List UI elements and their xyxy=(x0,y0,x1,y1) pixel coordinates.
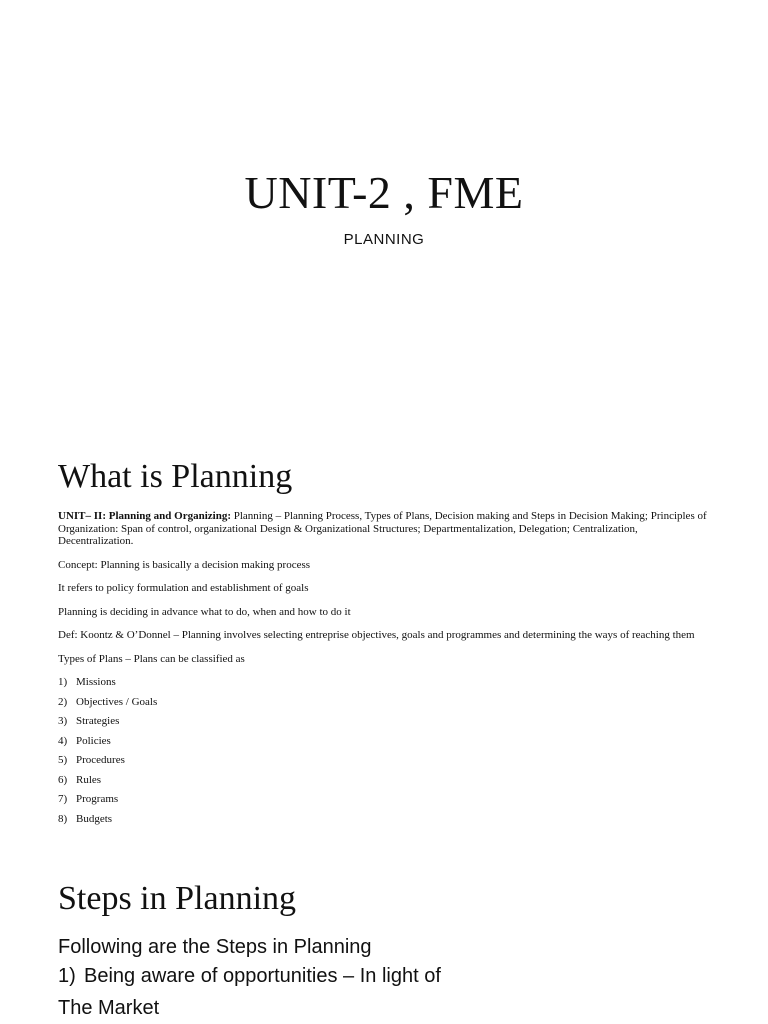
list-item-label: Policies xyxy=(76,734,111,747)
step-label: Being aware of opportunities – In light of xyxy=(84,965,441,987)
step-number: 1) xyxy=(58,965,76,987)
deciding-line: Planning is deciding in advance what to do, when and how to do it xyxy=(58,605,351,618)
steps-intro: Following are the Steps in Planning xyxy=(58,936,372,958)
list-item-number: 8) xyxy=(58,812,68,825)
list-item xyxy=(58,774,708,787)
list-item-label: Budgets xyxy=(76,812,113,825)
steps-in-planning-section xyxy=(58,878,708,1024)
plan-types-list xyxy=(58,676,708,825)
title-slide xyxy=(0,0,768,420)
unit-text: Planning – Planning Process, Types of Plans, Decision making and Steps in Decision Making; Principles of Organization: Span of control, organizational Design & Organizational Structures; Departmentalization, Delegation; Centralization, Decentralization. xyxy=(58,510,707,547)
list-item-number: 4) xyxy=(58,734,68,747)
section-heading: Steps in Planning xyxy=(58,880,297,917)
concept-line: Concept: Planning is basically a decision making process xyxy=(58,558,311,571)
page-subtitle: PLANNING xyxy=(343,231,425,248)
list-item-number: 7) xyxy=(58,793,68,805)
list-item xyxy=(58,754,708,767)
list-item-number: 5) xyxy=(58,754,68,766)
list-item xyxy=(58,676,708,689)
list-item-number: 3) xyxy=(58,715,68,727)
definition-line: Def: Koontz & O’Donnel – Planning involves selecting entreprise objectives, goals and programmes and determining the ways of reaching them xyxy=(58,629,695,641)
list-item xyxy=(58,715,708,728)
list-item xyxy=(58,793,708,806)
types-intro-line: Types of Plans – Plans can be classified as xyxy=(58,652,245,665)
unit-label: UNIT– II: Planning and Organizing: xyxy=(58,510,231,522)
unit-syllabus-paragraph xyxy=(58,510,708,548)
page-title: UNIT-2 , FME xyxy=(244,167,524,218)
list-item-number: 6) xyxy=(58,773,68,786)
list-item-label: Rules xyxy=(76,773,102,786)
step-item xyxy=(58,960,708,992)
list-item-label: Programs xyxy=(76,793,119,805)
section-heading: What is Planning xyxy=(58,458,293,495)
step-continuation: The Market xyxy=(58,997,160,1019)
list-item xyxy=(58,696,708,709)
list-item-number: 1) xyxy=(58,676,68,688)
list-item-label: Strategies xyxy=(76,715,120,727)
list-item xyxy=(58,735,708,748)
what-is-planning-section xyxy=(58,456,708,832)
list-item xyxy=(58,813,708,826)
list-item-number: 2) xyxy=(58,695,68,708)
policy-line: It refers to policy formulation and establishment of goals xyxy=(58,582,309,594)
list-item-label: Missions xyxy=(76,676,116,688)
list-item-label: Procedures xyxy=(76,754,125,766)
list-item-label: Objectives / Goals xyxy=(76,695,158,708)
